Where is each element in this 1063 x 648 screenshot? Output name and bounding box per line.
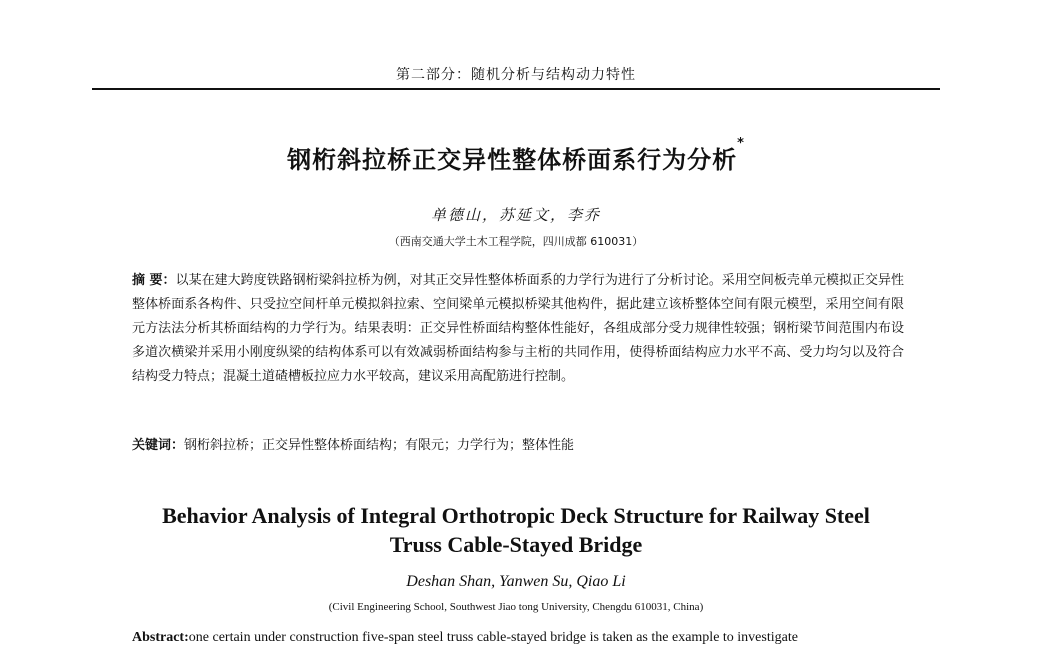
running-header: 第二部分：随机分析与结构动力特性 (396, 67, 636, 83)
chinese-keywords-text: 钢桁斜拉桥；正交异性整体桥面结构；有限元；力学行为；整体性能 (184, 438, 575, 453)
english-authors: Deshan Shan, Yanwen Su, Qiao Li (406, 573, 626, 590)
english-abstract-text: one certain under construction five-span steel truss cable-stayed bridge is taken as the example to investigate (188, 630, 798, 645)
english-title-line-2: Truss Cable-Stayed Bridge (389, 532, 643, 557)
chinese-title-text: 钢桁斜拉桥正交异性整体桥面系行为分析 (287, 146, 738, 174)
english-abstract (132, 628, 912, 648)
header-rule (92, 88, 940, 90)
english-title (92, 501, 940, 559)
english-title-line-1: Behavior Analysis of Integral Orthotropic Deck Structure for Railway Steel (162, 503, 870, 528)
chinese-authors: 单德山，苏延文，李乔 (430, 206, 601, 224)
chinese-keywords (132, 436, 904, 456)
english-abstract-label: Abstract: (132, 630, 189, 645)
english-affiliation: (Civil Engineering School, Southwest Jiao tong University, Chengdu 610031, China) (328, 601, 704, 613)
chinese-abstract-label: 摘 要： (132, 273, 176, 288)
chinese-abstract-text: 以某在建大跨度铁路钢桁梁斜拉桥为例，对其正交异性整体桥面系的力学行为进行了分析讨论。采用空间板壳单元模拟正交异性整体桥面系各构件、只受拉空间杆单元模拟斜拉索、空间梁单元模拟桥梁其他构件，据此建立该桥整体空间有限元模型，采用空间有限元方法法分析其桥面结构的力学行为。结果表明：正交异性桥面结构整体性能好，各组成部分受力规律性较强；钢桁梁节间范围内布设多道次横梁并采用小刚度纵梁的结构体系可以有效减弱桥面结构参与主桁的共同作用，使得桥面结构应力水平不高、受力均匀以及符合结构受力特点；混凝土道碴槽板拉应力水平较高，建议采用高配筋进行控制。 (132, 273, 904, 384)
chinese-title (92, 136, 940, 175)
footnote-mark: * (737, 136, 745, 151)
chinese-keywords-label: 关键词： (132, 438, 185, 453)
chinese-affiliation: （西南交通大学土木工程学院，四川成都 610031） (388, 235, 644, 248)
chinese-abstract (132, 269, 904, 389)
